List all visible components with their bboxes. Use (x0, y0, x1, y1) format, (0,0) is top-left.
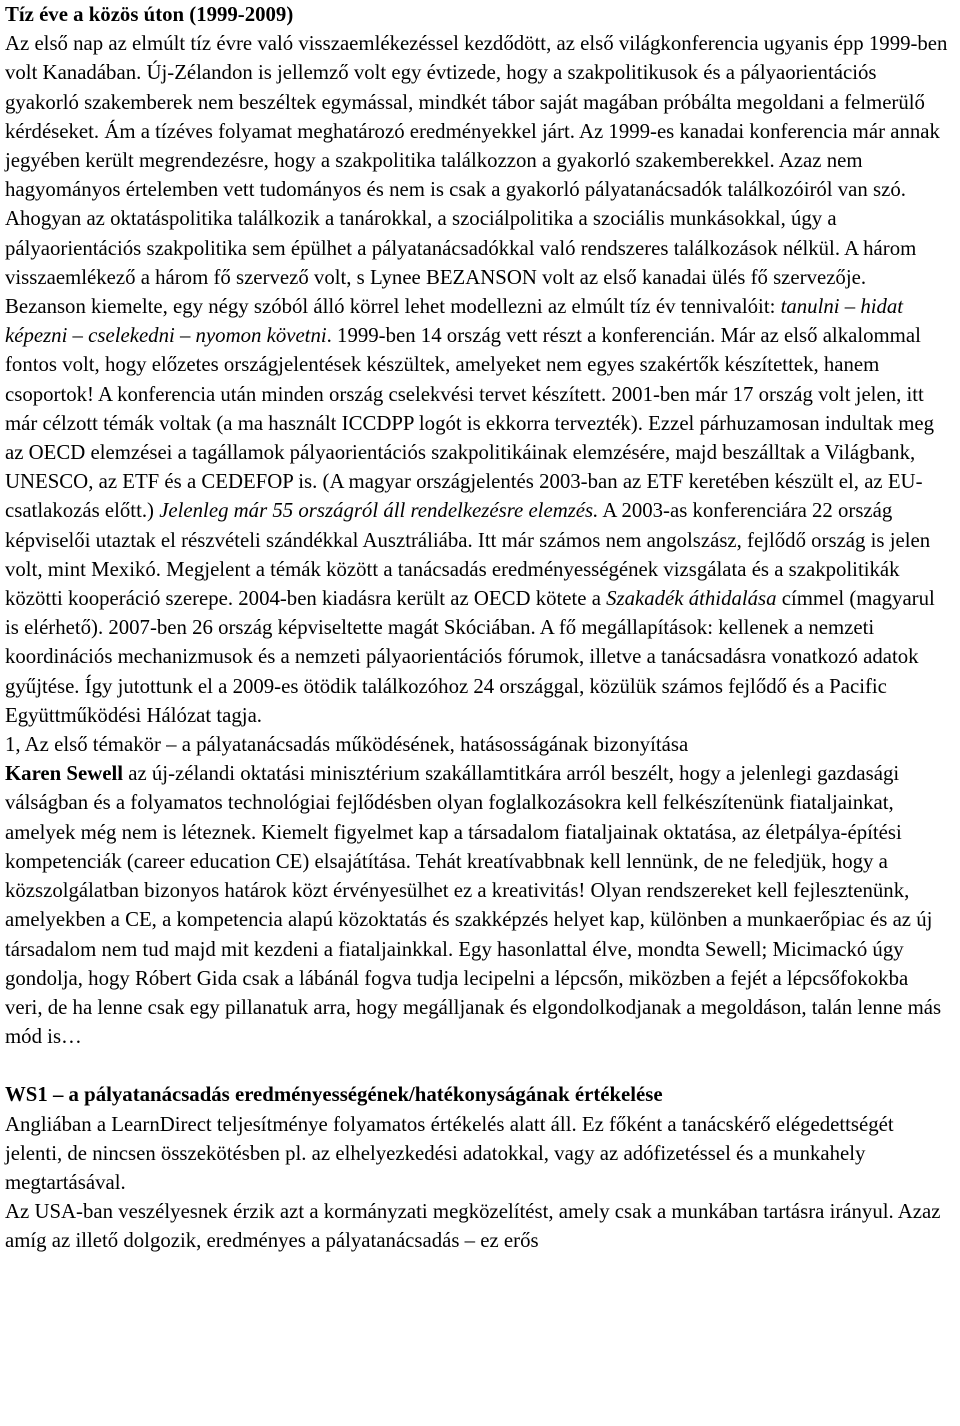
intro-paragraph-1: Az első nap az elmúlt tíz évre való visszaemlékezéssel kezdődött, az első világkonferencia ugyanis épp 1999-ben volt Kanadában. Új-Zélandon is jellemző volt egy évtizede, hogy a szakpolitikusok és a pályaorientációs gyakorló szakemberek nem beszéltek egymással, mindkét tábor saját magában próbálta megoldani a felmerülő kérdéseket. Ám a tízéves folyamat meghatározó eredményekkel járt. Az 1999-es kanadai konferencia már annak jegyében került megrendezésre, hogy a szakpolitika találkozzon a gyakorló szakemberekkel. Azaz nem hagyományos értelemben vett tudományos és nem is csak a gyakorló pályatanácsadók találkozóiról van szó. Ahogyan az oktatáspolitika találkozik a tanárokkal, a szociálpolitika a szociális munkásokkal, úgy a pályaorientációs szakpolitika sem épülhet a pályatanácsadókkal való rendszeres találkozások nélkül. A három visszaemlékező a három fő szervező volt, s Lynee BEZANSON volt az első kanadai ülés fő szervezője. (5, 32, 948, 289)
intro-2-text-b: . 1999-ben 14 ország vett részt a konferencián. Már az első alkalommal fontos volt, hogy előzetes országjelentések készültek, amelyeket nem egyes szakértők készítettek, hanem csoportok! A konferencia után minden ország cselekvési tervet készített. 2001-ben már 17 ország volt jelen, itt már célzott témák voltak (a ma használt ICCDPP logót is ekkorra tervezték). Ezzel párhuzamosan indultak meg az OECD elemzései a tagállamok pályaorientációs szakpolitikáinak elemzésére, majd beszálltak a Világbank, UNESCO, az ETF és a CEDEFOP is. (A magyar országjelentés 2003-ban az ETF keretében készült el, az EU-csatlakozás előtt.) (5, 324, 934, 523)
intro-2-text-a: Bezanson kiemelte, egy négy szóból álló körrel lehet modellezni az elmúlt tíz év tennivalóit: (5, 295, 781, 319)
document-title: Tíz éve a közös úton (1999-2009) (5, 3, 294, 26)
analysis-count-note: Jelenleg már 55 országról áll rendelkezésre elemzés. (159, 499, 599, 523)
four-word-model: tanulni – hidat képezni – cselekedni – nyomon követni (5, 295, 904, 348)
topic-1-heading: 1, Az első témakör – a pályatanácsadás működésének, hatásosságának bizonyítása (5, 733, 689, 757)
ws1-paragraph-1: Angliában a LearnDirect teljesítménye folyamatos értékelés alatt áll. Ez főként a tanácskérő elégedettségét jelenti, de nincsen összekötésben pl. az elhelyezkedési adatokkal, vagy az adófizetéssel és a munkahely megtartásával. (5, 1112, 894, 1194)
oecd-book-title: Szakadék áthidalása (606, 587, 777, 611)
ws1-heading: WS1 – a pályatanácsadás eredményességének/hatékonyságának értékelése (5, 1083, 663, 1107)
blank-line (5, 1051, 950, 1080)
ws1-paragraph-2: Az USA-ban veszélyesnek érzik azt a kormányzati megközelítést, amely csak a munkában tartásra irányul. Azaz amíg az illető dolgozik, eredményes a pályatanácsadás – ez erős (5, 1200, 941, 1253)
intro-2-text-d: címmel (magyarul is elérhető). 2007-ben 26 ország képviseltette magát Skóciában. A fő megállapítások: kellenek a nemzeti koordinációs mechanizmusok és a nemzeti pályaorientációs fórumok, illetve a tanácsadásra vonatkozó adatok gyűjtése. Így jutottunk el a 2009-es ötödik találkozóhoz 24 országgal, közülük számos fejlődő és a Pacific Együttműködési Hálózat tagja. (5, 587, 935, 727)
intro-2-text-c: A 2003-as konferenciára 22 ország képviselői utaztak el részvételi szándékkal Ausztráliába. Itt már számos nem angolszász, fejlődő ország is jelen volt, mint Mexikó. Megjelent a témák között a tanácsadás eredményességének vizsgálata és a szakpolitikák közötti kooperáció szerepe. 2004-ben kiadásra került az OECD kötete a (5, 499, 931, 611)
sewell-text: az új-zélandi oktatási minisztérium szakállamtitkára arról beszélt, hogy a jelenlegi gazdasági válságban és a folyamatos technológiai fejlődésben olyan foglalkozásokra kell felkészítenünk fiataljainkat, amelyek még nem is léteznek. Kiemelt figyelmet kap a társadalom fiataljainak oktatása, az életpálya-építési kompetenciák (career education CE) elsajátítása. Tehát kreatívabbnak kell lennünk, de ne feledjük, hogy a közszolgálatban bizonyos határok közt érvényesülhet ez a kreativitás! Olyan rendszereket kell fejlesztenünk, amelyekben a CE, a kompetencia alapú közoktatás és szakképzés helyet kap, különben a munkaerőpiac és az új társadalom nem tud majd mit kezdeni a fiataljainkkal. Egy hasonlattal élve, mondta Sewell; Micimackó úgy gondolja, hogy Róbert Gida csak a lábánál fogva tudja lecipelni a lépcsőn, miközben a fejét a lépcsőfokokba veri, de ha lenne csak egy pillanatuk arra, hogy megálljanak és elgondolkodjanak a megoldáson, talán lenne más mód is… (5, 762, 942, 1049)
sewell-paragraph (5, 759, 950, 1051)
speaker-name: Karen Sewell (5, 762, 124, 786)
intro-paragraph-2 (5, 292, 950, 730)
